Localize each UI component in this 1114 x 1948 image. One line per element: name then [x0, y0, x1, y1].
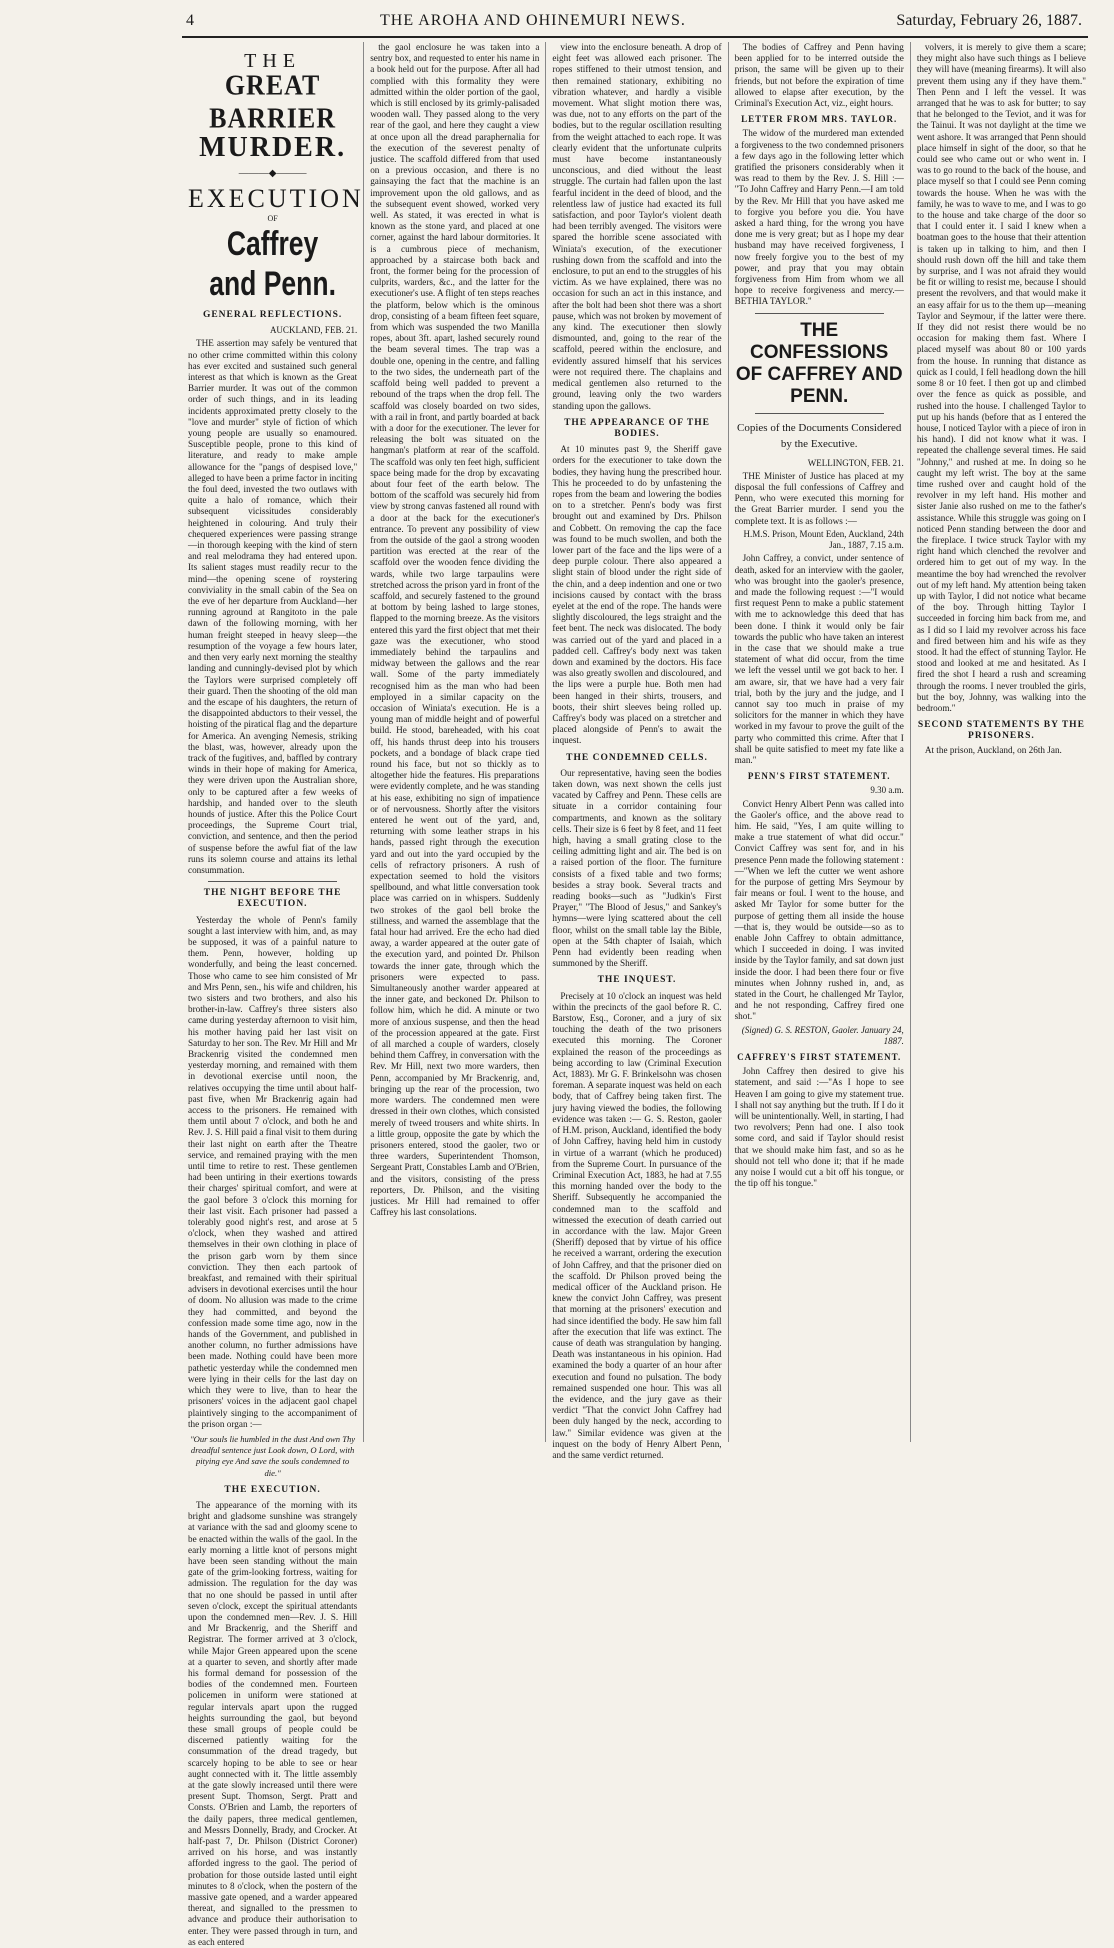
article-paragraph: The bodies of Caffrey and Penn having been applied for to be interred outside the prison, the same will be given up to their friends, but not before the expiration of time allowed to elapse after execution, by the Criminal's Execution Act, viz., eight hours. — [734, 42, 904, 109]
caffrey-statement-heading: CAFFREY'S FIRST STATEMENT. — [737, 1052, 902, 1063]
general-reflections-heading: GENERAL REFLECTIONS. — [202, 310, 343, 320]
hymn-verse: "Our souls lie humbled in the dust And own Thy dreadful sentence just Look down, O Lord, with pitying eye And save the souls condemned to die." — [190, 1433, 356, 1478]
columns — [182, 42, 1092, 1947]
article-paragraph: volvers, it is merely to give them a scare; they might also have such things as I believe they will have (meaning firearms). It will also prevent them using any if they have them." Then Penn and I left the vessel. It was arranged that he was to ask for butter; to say that he belonged to the Teviot, and it was for the Tainui. It was not daylight at the time we went ashore. It was arranged that Penn should place himself in sight of the door, so that he could see who came out or who went in. I was to go round to the back of the house, and place myself so that I could see Penn coming towards the house. When he was with the family, he was to wave to me, and I was to go to the house and take charge of the door so that I could enter it. I said I knew when a boatman goes to the house that their attention is taken up in talking to him, and then I should rush down off the hill and take them by surprise, and I was not afraid they would be fit or willing to resist me, because I should present the revolvers, and that would make it an easy affair for us to the them up—meaning Taylor and Seymour, if the latter were there. If they did not resist there would be no occasion for making them fast. Where I placed myself was about 80 or 100 yards from the house. In running that distance as quick as I could, I fell headlong down the hill some 8 or 10 feet. I then got up and climbed over the fence as quick as possible, and rushed into the house. I challenged Taylor to put up his hands (before that as I entered the house, I noticed Taylor with a piece of iron in his hand). I did not know what it was. I repeated the challenge several times. He said "Johnny," and rushed at me. In doing so he caught my left wrist. The boy at the same time rushed over and caught hold of the revolver in my left hand. His mother and sister Janie also rushed on me to the father's assistance. While this struggle was going on I noticed Penn standing between the door and the fireplace. I twice struck Taylor with my right hand which clenched the revolver and ordered him to get out of my way. In the meantime the boy had wrenched the revolver out of my left hand. My attention being taken up with Taylor, I did not notice what became of the boy. Through hitting Taylor I succeeded in forcing him back from me, and as I did so I laid my revolver across his face and fired between him and his wife as they stood. It had the effect of stunning Taylor. He stood and looked at me and hesitated. As I fired the shot I heard a rush and screaming through the rooms. I never troubled the girls, but the boy, Johnny, was walking into the bedroom." — [916, 42, 1087, 713]
paper-title: THE AROHA AND OHINEMURI NEWS. — [380, 12, 686, 29]
headline-of: OF — [267, 214, 278, 223]
appearance-heading: THE APPEARANCE OF THE BODIES. — [564, 417, 710, 439]
issue-date: Saturday, February 26, 1887. — [896, 12, 1082, 29]
column-3 — [546, 42, 728, 1460]
article-paragraph: view into the enclosure beneath. A drop of eight feet was allowed each prisoner. The ropes stiffened to their utmost tension, and then remained stationary, exhibiting no vibration whatever, and hardly a visible movement. What slight motion there was, was due, not to any efforts on the part of the bodies, but to the regular oscillation resulting from the weight attached to each rope. It was clearly evident that the unfortunate culprits must have become instantaneously unconscious, and died without the least struggle. The curtain had fallen upon the last fearful incident in the deed of blood, and the relentless law of justice had exacted its full satisfaction, and poor Taylor's violent death had been terribly avenged. The visitors were spared the horrible scene associated with Winiata's execution, of the executioner rushing down from the scaffold and into the enclosure, to put an end to the struggles of his victim. As we have explained, there was no occasion for such an act in this instance, and after the bolt had been shot there was a short pause, which was not broken by movement of any kind. The executioner then slowly dismounted, and, going to the rear of the scaffold, peered within the enclosure, and evidently assured himself that his services were not required there. The chaplains and medical gentlemen also returned to the ground, leaving only the two warders standing upon the gallows. — [552, 42, 722, 411]
column-2 — [364, 42, 546, 1442]
section-rule — [755, 413, 884, 414]
article-paragraph: The appearance of the morning with its bright and gladsome sunshine was strangely at variance with the sad and gloomy scene to be enacted within the walls of the gaol. In the early morning a little knot of persons might have been seen standing without the main gate of the grim-looking fortress, waiting for admission. The regulation for the day was that no one should be passed in until after seven o'clock, except the spiritual attendants upon the condemned men—Rev. J. S. Hill and Mr Brackenrig, and the Sheriff and Registrar. The former arrived at 3 o'clock, while Major Green appeared upon the scene at a quarter to seven, and shortly after made his formal demand for possession of the bodies of the condemned men. Fourteen policemen in uniform were stationed at regular intervals apart upon the rugged heights surrounding the gaol, but beyond these small groups of people could be discerned patiently waiting for the consummation of the dread tragedy, but scarcely hoping to be able to see or hear aught connected with it. The little assembly at the gate slowly increased until there were present Supt. Thomson, Sergt. Pratt and Consts. O'Brien and Lamb, the reporters of the daily papers, three medical gentlemen, and Messrs Donnelly, Brady, and Crocker. At half-past 7, Dr. Philson (District Coroner) arrived on his horse, and was instantly afforded ingress to the gaol. The period of probation for those outside lasted until eight minutes to 8 o'clock, when the postern of the massive gate opened, and a warder appeared thereat, and signalled to the pressmen to advance and produce their authorisation to enter. They were passed through in turn, and as each entered — [188, 1499, 358, 1947]
article-paragraph: The widow of the murdered man extended a forgiveness to the two condemned prisoners a few days ago in the following letter which gratified the prisoners considerably when it was read to them by the Rev. J. S. Hill :— "To John Caffrey and Harry Penn.—I am told by the Rev. Mr Hill that you have asked me to forgive you before you die. You have asked a hard thing, for the wrong you have done me is very great; but as I hope my dear husband may have received forgiveness, I now freely forgive you to the best of my power, and pray that you may obtain forgiveness from Him from whom we all hope to receive forgiveness and mercy.—BETHIA TAYLOR." — [734, 128, 904, 307]
section-rule — [755, 313, 884, 314]
article-paragraph: the gaol enclosure he was taken into a sentry box, and requested to enter his name in a book held out for the purpose. After all had complied with this formality they were admitted within the older portion of the gaol, which is still enclosed by its grimly-palisaded wooden wall. They passed along to the very rear of the gaol, and here they caught a view at once upon all the dread paraphernalia for the execution of the severest penalty of justice. The scaffold differed from that used on a previous occasion, and there is no gainsaying the fact that the machine is an improvement upon the old gallows, and as the subsequent event showed, worked very well. As stated, it was erected in what is known as the stone yard, and placed at one corner, against the hard labour dormitories. It is a cumbrous piece of mechanism, approached by a staircase both back and front, the former being for the procession of culprits, warders, &c., and the latter for the executioner's use. A flight of ten steps reaches the platform, below which is the ominous drop, consisting of a beam fifteen feet square, from which was suspended the two Manilla ropes, about 3ft. apart, lashed securely round the beam several times. The trap was a double one, opening in the centre, and falling to the two sides, the underneath part of the scaffold being well padded to prevent a rebound of the traps when the drop fell. The scaffold was closely boarded on two sides, with a rail in front, and partly boarded at back with a door for the executioner. The lever for releasing the bolt was situated on the hangman's platform at rear of the scaffold. The scaffold was only ten feet high, sufficient space being made for the drop by excavating about four feet of the earth below. The bottom of the scaffold was securely hid from view by strong canvas fastened all round with a door at the back for the executioner's entrance. To prevent any possibility of view from the outside of the gaol a strong wooden partition was erected at the rear of the scaffold over the wooden fence dividing the wards, while two large tarpaulins were stretched across the prison yard in front of the scaffold, and securely fastened to the ground at bottom by being lashed to large stones, flapped to the morning breeze. As the visitors entered this yard the first object that met their gaze was the executioner, who stood immediately behind the tarpaulins and midway between the gallows and the rear wall. Some of the party immediately recognised him as the man who had been employed in a similar capacity on the occasion of Winiata's execution. He is a young man of middle height and of powerful build. He stood, bareheaded, with his coat off, his hands thrust deep into his trousers pockets, and a bondage of black crape tied round his face, but not so thickly as to altogether hide the features. His preparations were evidently complete, and he was standing at his ease, exhibiting no sign of impatience or of nervousness. Shortly after the visitors entered he went out of the yard, and, returning with some leather straps in his hands, passed right through the execution yard and out into the yard occupied by the cells of refractory prisoners. A rush of expectation seemed to hold the visitors spellbound, and what little conversation took place was carried on in whispers. Suddenly two strokes of the gaol bell broke the stillness, and warned the assemblage that the fatal hour had arrived. Ere the echo had died away, a warder appeared at the outer gate of the execution yard, and pointed Dr. Philson towards the inner gate, through which the prisoners were expected to pass. Simultaneously another warder appeared at the inner gate, and beckoned Dr. Philson to follow him, which he did. A minute or two more of anxious suspense, and then the head of the procession appeared at the gate. First of all marched a couple of warders, closely behind them Caffrey, in conversation with the Rev. Mr Hill, next two more warders, then Penn, accompanied by Mr Brackenrig, and, bringing up the rear of the procession, two more warders. The condemned men were dressed in their own clothes, which consisted merely of tweed trousers and white shirts. In a little group, opposite the gate by which the prisoners entered, stood the gaoler, two or three warders, Superintendent Thomson, Sergeant Pratt, Constables Lamb and O'Brien, and the visitors, consisting of the press reporters, Dr. Philson, and the visiting justices. Mr Hill had remained to offer Caffrey his last consolations. — [370, 42, 540, 1218]
confessions-heading: THE CONFESSIONS OF CAFFREY AND PENN. — [735, 319, 903, 407]
prison-dateline: H.M.S. Prison, Mount Eden, Auckland, 24th Jan., 1887, 7.15 a.m. — [743, 528, 904, 551]
article-paragraph: John Caffrey, a convict, under sentence of death, asked for an interview with the gaoler, who was brought into the gaoler's presence, and made the following request :—"I would first request Penn to make a public statement with me to acknowledge this deed that has been done. I think it would only be fair towards the public who have taken an interest in the case that we should make a true statement of what did occur, from the time we left the vessel until we got back to her. I am aware, sir, that we have had a very fair trial, both by the jury and the judge, and I cannot say too much in praise of my solicitors for the manner in which they have worked in my favour to prove the guilt of the party who committed this crime. After that I shall be quite satisfied to meet my fate like a man." — [734, 553, 904, 765]
dateline-auckland: AUCKLAND, FEB. 21. — [269, 325, 358, 336]
article-paragraph: Precisely at 10 o'clock an inquest was held within the precincts of the gaol before R. C. Barstow, Esq., Coroner, and a jury of six touching the death of the two prisoners executed this morning. The Coroner explained the reason of the proceedings as being according to law (Criminal Execution Act, 1883). Mr G. F. Brinkelsohn was chosen foreman. A separate inquest was held on each body, that of Caffrey being taken first. The jury having viewed the bodies, the following evidence was taken :— G. S. Reston, gaoler of H.M. prison, Auckland, identified the body of John Caffrey, having held him in custody in virtue of a warrant (which he produced) from the Supreme Court. In pursuance of the Criminal Execution Act, 1883, he had at 7.55 this morning handed over the body to the Sheriff. Subsequently he accompanied the condemned man to the scaffold and witnessed the execution of death carried out in accordance with the law. Major Green (Sheriff) deposed that by virtue of his office he received a warrant, ordering the execution of John Caffrey, and that the prisoner died on the scaffold. Dr Philson proved being the medical officer of the Auckland prison. He knew the convict John Caffrey, was present that morning at the prisoners' execution and had since identified the body. He saw him fall after the execution that life was extinct. The cause of death was strangulation by hanging. Death was instantaneous in his opinion. Had examined the body a quarter of an hour after execution and found no pulsation. The body remained suspended one hour. This was all the evidence, and the jury gave as their verdict "That the convict John Caffrey had been duly hanged by the neck, according to law." Similar evidence was given at the inquest on the body of Henry Albert Penn, and the same verdict returned. — [552, 990, 722, 1460]
inquest-heading: THE INQUEST. — [597, 975, 677, 986]
column-5 — [911, 42, 1092, 1442]
letter-heading: LETTER FROM MRS. TAYLOR. — [741, 114, 898, 125]
masthead-rule — [182, 36, 1088, 38]
execution-heading: THE EXECUTION. — [224, 1484, 321, 1495]
section-rule — [208, 881, 337, 882]
column-4 — [729, 42, 911, 1442]
article-paragraph: THE Minister of Justice has placed at my disposal the full confessions of Caffrey and Penn, who were executed this morning for the Great Barrier murder. I send you the complete text. It is as follows :— — [734, 470, 904, 526]
article-paragraph: Convict Henry Albert Penn was called into the Gaoler's office, and the above read to him. He said, "Yes, I am quite willing to make a true statement of what did occur." Convict Caffrey was sent for, and in his presence Penn made the following statement :—"When we left the cutter we went ashore for the purpose of getting Mrs Seymour by fair means or foul. I went to the house, and asked Mr Taylor for some butter for the purpose of getting them all inside the house—that is, they would be outside—so as to enable John Caffrey to obtain admittance, which I succeeded in doing. I was invited inside by the Taylor family, and sat down just inside the door. I had been there four or five minutes when Johnny rushed in, and, as stated in the Court, he challenged Mr Taylor, and he not responding, Caffrey fired one shot." — [734, 798, 904, 1022]
page-number: 4 — [186, 12, 194, 29]
second-statements-heading: SECOND STATEMENTS BY THE PRISONERS. — [917, 720, 1085, 742]
headline-the: THE — [244, 50, 302, 72]
cells-heading: THE CONDEMNED CELLS. — [566, 752, 708, 763]
dateline-wellington: WELLINGTON, FEB. 21. — [807, 457, 904, 468]
article-paragraph: THE assertion may safely be ventured that no other crime committed within this colony has ever excited and sustained such general interest as that which is known as the Great Barrier murder. It was out of the common order of such things, and in its leading incidents approximated pretty closely to the "love and murder" style of fiction of which young people are usually so enamoured. Susceptible people, prone to this kind of literature, and ready to make ample allowance for the "pangs of despised love," alleged to have been a prime factor in inciting the foul deed, invested the two outlaws with quite a halo of romance, which their subsequent vicissitudes considerably heightened in colouring. And truly their chequered experiences were passing strange—in thorough keeping with the kind of stern and real melodrama they had entered upon. Its salient stages must readily recur to the mind—the opening scene of roystering conviviality in the small cabin of the Sea on the eve of her departure from Auckland—her running aground at Rangitoto in the pale dawn of the following morning, with her human freight steeped in heavy sleep—the resumption of the voyage a few hours later, and then very early next morning the stealthy landing and cunningly-devised plot by which the Taylors were surprised completely off their guard. Then the shooting of the old man and the escape of his daughters, the return of the disappointed abductors to their vessel, the hoisting of the piratical flag and the departure for America. An avenging Nemesis, striking the blast, was, however, already upon the track of the fugitives, and, baffled by contrary winds in their hope of making for America, they were driven upon the Australian shore, only to be captured after a few weeks of hardship, and handed over to the sleuth hounds of justice. After this the Police Court proceedings, the Supreme Court trial, conviction, and sentence, and then the period of suspense before the awful fiat of the law runs its solemn course and attains its lethal consummation. — [188, 338, 358, 875]
headline-execution: EXECUTION — [188, 184, 364, 213]
headline-names: Caffrey and Penn. — [209, 225, 336, 303]
headline-great-barrier: GREAT BARRIER — [209, 69, 337, 134]
column-1 — [182, 42, 364, 1947]
headline-murder: MURDER. — [199, 132, 347, 163]
ornament-divider: ———◆——— — [238, 168, 307, 179]
gaoler-signature: (Signed) G. S. RESTON, Gaoler. January 24, 1887. — [741, 1024, 904, 1046]
article-paragraph: At the prison, Auckland, on 26th Jan. — [924, 744, 1062, 755]
confessions-subheading: Copies of the Documents Considered by the Executive. — [737, 421, 902, 450]
night-before-heading: THE NIGHT BEFORE THE EXECUTION. — [203, 888, 342, 910]
article-paragraph: Our representative, having seen the bodies taken down, was next shown the cells just vacated by Caffrey and Penn. These cells are situate in a corridor containing four compartments, and known as the solitary cells. Their size is 6 feet by 8 feet, and 11 feet high, having a small grating close to the ceiling admitting light and air. The bed is on a raised portion of the floor. The furniture consists of a fixed table and two forms; besides a stray book. Several tracts and reading books—such as "Judkin's First Prayer," "The Blood of Jesus," and Sankey's hymns—were lying scattered about the cell floor, whilst on the small table lay the Bible, open at the 54th chapter of Isaiah, which Penn had evidently been reading when summoned by the Sheriff. — [552, 767, 722, 969]
penn-statement-heading: PENN'S FIRST STATEMENT. — [747, 771, 891, 782]
article-paragraph: At 10 minutes past 9, the Sheriff gave orders for the executioner to take down the bodies, they having hung the prescribed hour. This he proceeded to do by unfastening the ropes from the beam and lowering the bodies on to a stretcher. Penn's body was first brought out and examined by Drs. Philson and Cobbett. On removing the cap the face was found to be much swollen, and both the lower part of the face and the lips were of a deep purple colour. There also appeared a slight stain of blood under the right side of the chin, and a deep indention and one or two incisions caused by contact with the brass eyelet at the end of the rope. The hands were slightly discoloured, the legs straight and the feet bent. The neck was dislocated. The body was carried out of the yard and placed in a padded cell. Caffrey's body next was taken down and examined by the doctors. His face was also greatly swollen and discoloured, and the lips were a purple hue. Both men had been hanged in their shirts, trousers, and boots, their shirt sleeves being rolled up. Caffrey's body was placed on a stretcher and placed alongside of Penn's to await the inquest. — [552, 444, 722, 746]
article-paragraph: John Caffrey then desired to give his statement, and said :—"As I hope to see Heaven I am going to give my statement true. I shall not say anything but the truth. If I do it will be unintentionally. Well, in starting, I had two revolvers; Penn had one. I also took some cord, and said if Taylor should resist that we should make him fast, and so as he should not tell who done it; that if he made any noise I would cut a bit off his tongue, or the tip off his tongue." — [734, 1066, 904, 1189]
article-paragraph: Yesterday the whole of Penn's family sought a last interview with him, and, as may be supposed, it was of a painful nature to them. Penn, however, holding up wonderfully, and being the least concerned. Those who came to see him consisted of Mr and Mrs Penn, sen., his wife and children, his two sisters and two brothers, and also his brother-in-law. Caffrey's three sisters also came during yesterday afternoon to visit him, his mother having paid her last visit on Saturday to her son. The Rev. Mr Hill and Mr Brackenrig visited the condemned men yesterday morning, and remained with them in devotional exercise until noon, the relatives occupying the time until about half-past five, when Mr Brackenrig again had access to the prisoners. He remained with them until about 7 o'clock, and both he and Rev. J. S. Hill paid a final visit to them during their last night on earth after the Theatre service, and remained praying with the men until time to retire to rest. These gentlemen had been untiring in their exertions towards their charges' spiritual comfort, and were at the gaol before 3 o'clock this morning for their last visit. Each prisoner had passed a tolerably good night's rest, and arose at 5 o'clock, when they washed and attired themselves in their own clothing in place of the prison garb worn by them since conviction. They then each partook of breakfast, and remained with their spiritual advisers in devotional exercises until the hour of doom. No allusion was made to the crime they had committed, and beyond the confession made some time ago, now in the hands of the Government, and published in another column, no further admissions have been made. Nothing could have been more pathetic yesterday while the condemned men were lying in their cells for the last day on which they were to live, than to hear the prisoners' voices in the adjacent gaol chapel plaintively singing to the accompaniment of the prison organ :— — [188, 914, 358, 1429]
penn-statement-time: 9.30 a.m. — [870, 785, 904, 796]
